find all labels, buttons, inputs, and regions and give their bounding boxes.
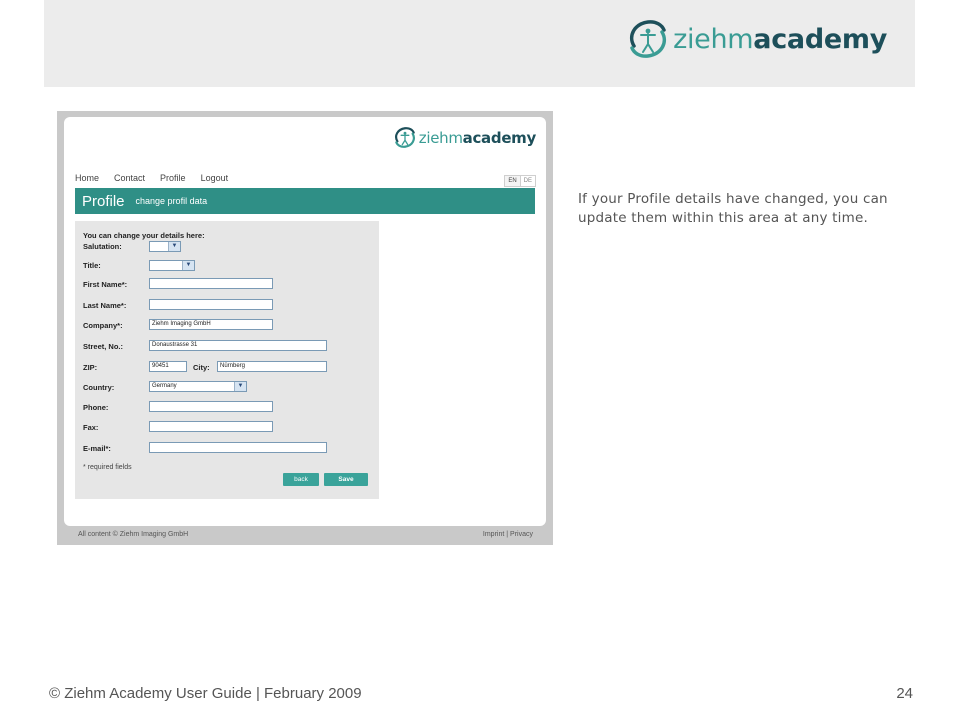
zip-field[interactable]: 90451	[149, 361, 187, 372]
email-label: E-mail*:	[83, 444, 111, 453]
first-name-label: First Name*:	[83, 280, 128, 289]
profile-page-screenshot	[57, 111, 553, 545]
street-field[interactable]: Donaustrasse 31	[149, 340, 327, 351]
phone-field[interactable]	[149, 401, 273, 412]
title-label: Title:	[83, 261, 101, 270]
language-switcher	[504, 175, 536, 187]
country-label: Country:	[83, 383, 115, 392]
footer-separator: |	[506, 531, 509, 538]
email-field[interactable]	[149, 442, 327, 453]
form-intro: You can change your details here:	[83, 231, 205, 240]
profile-form	[75, 221, 379, 499]
page-subtitle: change profil data	[135, 196, 208, 206]
ziehm-emblem-icon	[626, 16, 670, 62]
chevron-down-icon: ▼	[182, 261, 194, 270]
title-select[interactable]	[149, 260, 195, 271]
nav-profile-link[interactable]: Profile	[160, 173, 186, 183]
screenshot-page	[64, 117, 546, 526]
logo-word-ziehm: ziehm	[673, 23, 754, 55]
last-name-field[interactable]	[149, 299, 273, 310]
logo-word-ziehm: ziehm	[418, 128, 463, 147]
zip-label: ZIP:	[83, 363, 98, 372]
copyright-text: All content © Ziehm Imaging GmbH	[78, 531, 189, 538]
page-title: Profile	[82, 192, 125, 210]
company-field[interactable]: Ziehm Imaging GmbH	[149, 319, 273, 330]
lang-de-button[interactable]: DE	[523, 178, 532, 184]
slide-header	[44, 0, 915, 87]
imprint-link[interactable]: Imprint	[482, 531, 505, 538]
fax-field[interactable]	[149, 421, 273, 432]
street-label: Street, No.:	[83, 342, 124, 351]
required-fields-note: * required fields	[83, 464, 132, 471]
slide-footer-text: © Ziehm Academy User Guide | February 2009	[49, 685, 362, 702]
salutation-select[interactable]	[149, 241, 181, 252]
screenshot-footer	[78, 531, 533, 538]
nav-logout-link[interactable]: Logout	[200, 173, 229, 183]
chevron-down-icon: ▼	[168, 242, 180, 251]
save-button[interactable]: Save	[324, 473, 368, 486]
profile-title-bar	[75, 188, 535, 214]
logo-word-academy: academy	[462, 128, 536, 147]
first-name-field[interactable]	[149, 278, 273, 289]
nav-home-link[interactable]: Home	[75, 173, 100, 183]
main-nav	[75, 173, 228, 183]
chevron-down-icon: ▼	[234, 382, 246, 391]
company-label: Company*:	[83, 321, 123, 330]
fax-label: Fax:	[83, 423, 99, 432]
footer-links	[483, 531, 533, 538]
nav-contact-link[interactable]: Contact	[114, 173, 146, 183]
salutation-label: Salutation:	[83, 242, 122, 251]
ziehm-emblem-icon	[393, 125, 417, 150]
country-value: Germany	[152, 383, 177, 389]
phone-label: Phone:	[83, 403, 109, 412]
last-name-label: Last Name*:	[83, 301, 127, 310]
city-field[interactable]: Nürnberg	[217, 361, 327, 372]
page-number: 24	[896, 685, 913, 702]
logo-word-academy: academy	[753, 23, 887, 55]
city-label: City:	[193, 363, 210, 372]
ziehm-academy-logo	[626, 16, 887, 62]
profile-description: If your Profile details have changed, you can update them within this area at any time.	[578, 191, 888, 226]
ziehm-academy-small-logo	[393, 125, 536, 150]
lang-en-button[interactable]: EN	[505, 176, 520, 186]
back-button[interactable]: back	[283, 473, 319, 486]
country-select[interactable]	[149, 381, 247, 392]
privacy-link[interactable]: Privacy	[510, 531, 533, 538]
